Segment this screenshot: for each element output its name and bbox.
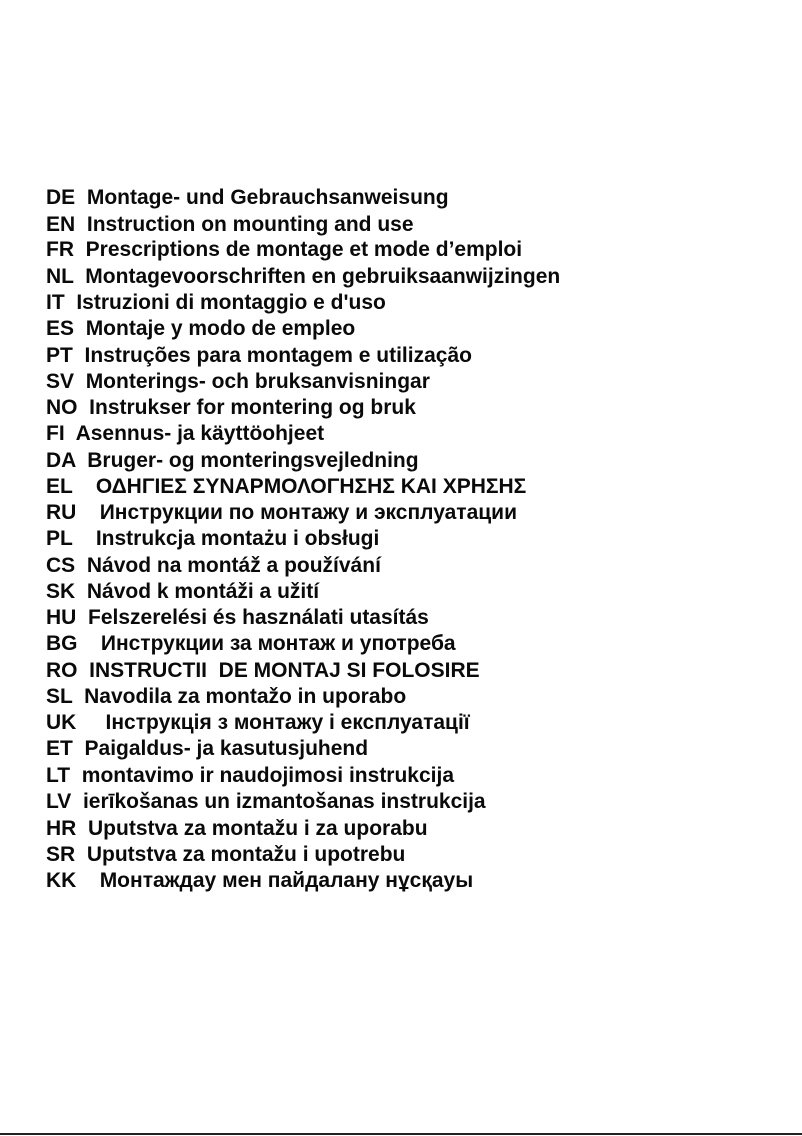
- language-code: EN: [46, 213, 76, 236]
- language-title: Instruction on mounting and use: [86, 213, 414, 236]
- language-line-sk: [46, 579, 319, 605]
- language-line-cs: [46, 553, 381, 579]
- language-line-de: [46, 185, 449, 211]
- language-title: Uputstva za montažu i upotrebu: [86, 843, 406, 866]
- language-title: Instrukser for montering og bruk: [89, 396, 416, 419]
- language-line-kk: [46, 868, 473, 894]
- language-line-hr: [46, 816, 428, 842]
- language-code: DA: [46, 449, 76, 472]
- language-code: FR: [46, 238, 74, 261]
- language-code: RO: [46, 659, 78, 682]
- language-title: montavimo ir naudojimosi instrukcija: [81, 764, 455, 787]
- language-line-pt: [46, 343, 472, 369]
- language-code: HR: [46, 817, 77, 840]
- language-title: Uputstva za montažu i za uporabu: [88, 817, 428, 840]
- language-code: PT: [46, 344, 73, 367]
- language-title: Bruger- og monteringsvejledning: [87, 449, 419, 472]
- language-code: NL: [46, 265, 74, 288]
- language-code: LV: [46, 790, 72, 813]
- language-title: Montaje y modo de empleo: [85, 317, 356, 340]
- language-code: CS: [46, 554, 76, 577]
- language-code: ET: [46, 737, 73, 760]
- language-line-fr: [46, 237, 522, 263]
- language-line-ro: [46, 658, 480, 684]
- language-code: SR: [46, 843, 76, 866]
- language-code: KK: [46, 869, 77, 892]
- language-title: Felszerelési és használati utasítás: [88, 606, 429, 629]
- language-line-es: [46, 316, 355, 342]
- language-title: Instruções para montagem e utilização: [84, 344, 472, 367]
- language-title: Инструкции по монтажу и эксплуатации: [99, 501, 517, 524]
- language-line-fi: [46, 421, 324, 447]
- language-code: UK: [46, 711, 77, 734]
- language-code: SK: [46, 580, 76, 603]
- language-line-pl: [46, 526, 379, 552]
- language-code: ES: [46, 317, 75, 340]
- language-title: Prescriptions de montage et mode d’emploi: [85, 238, 523, 261]
- language-code: SV: [46, 370, 75, 393]
- language-title: Інструкція з монтажу і експлуатації: [105, 711, 470, 734]
- language-title: Návod na montáž a používání: [86, 554, 381, 577]
- language-title: Montage- und Gebrauchsanweisung: [86, 186, 449, 209]
- language-title: Návod k montáži a užití: [86, 580, 320, 603]
- language-code: HU: [46, 606, 77, 629]
- language-code: IT: [46, 291, 65, 314]
- language-title: Istruzioni di montaggio e d'uso: [76, 291, 386, 314]
- language-line-el: [46, 474, 526, 500]
- language-title: ierīkošanas un izmantošanas instrukcija: [82, 790, 486, 813]
- language-line-da: [46, 448, 419, 474]
- language-line-uk: [46, 710, 470, 736]
- language-line-en: [46, 212, 414, 238]
- language-line-it: [46, 290, 386, 316]
- language-line-no: [46, 395, 416, 421]
- language-line-sv: [46, 369, 430, 395]
- language-line-ru: [46, 500, 517, 526]
- language-title: INSTRUCTII DE MONTAJ SI FOLOSIRE: [89, 659, 480, 682]
- language-code: NO: [46, 396, 78, 419]
- language-line-bg: [46, 631, 456, 657]
- language-line-hu: [46, 605, 429, 631]
- language-code: DE: [46, 186, 76, 209]
- language-title: Monterings- och bruksanvisningar: [85, 370, 430, 393]
- language-title: Navodila za montažo in uporabo: [84, 685, 407, 708]
- language-title: Instrukcja montażu i obsługi: [95, 527, 380, 550]
- language-line-lv: [46, 789, 486, 815]
- language-line-et: [46, 736, 368, 762]
- language-line-sl: [46, 684, 406, 710]
- bottom-divider: [0, 1133, 802, 1135]
- language-code: EL: [46, 475, 73, 498]
- language-code: PL: [46, 527, 73, 550]
- language-title: Montagevoorschriften en gebruiksaanwijzingen: [85, 265, 561, 288]
- language-code: RU: [46, 501, 77, 524]
- language-code: BG: [46, 632, 78, 655]
- language-title: Инструкции за монтаж и употреба: [100, 632, 456, 655]
- language-code: SL: [46, 685, 73, 708]
- language-title: Asennus- ja käyttöohjeet: [75, 422, 325, 445]
- language-code: LT: [46, 764, 71, 787]
- language-line-nl: [46, 264, 560, 290]
- language-line-lt: [46, 763, 454, 789]
- language-title: ΟΔΗΓΙΕΣ ΣΥΝΑΡΜΟΛΟΓΗΣΗΣ ΚΑΙ ΧΡΗΣΗΣ: [95, 475, 527, 498]
- language-line-sr: [46, 842, 405, 868]
- language-title: Монтаждау мен пайдалану нұсқауы: [99, 869, 474, 892]
- language-title: Paigaldus- ja kasutusjuhend: [84, 737, 369, 760]
- language-code: FI: [46, 422, 65, 445]
